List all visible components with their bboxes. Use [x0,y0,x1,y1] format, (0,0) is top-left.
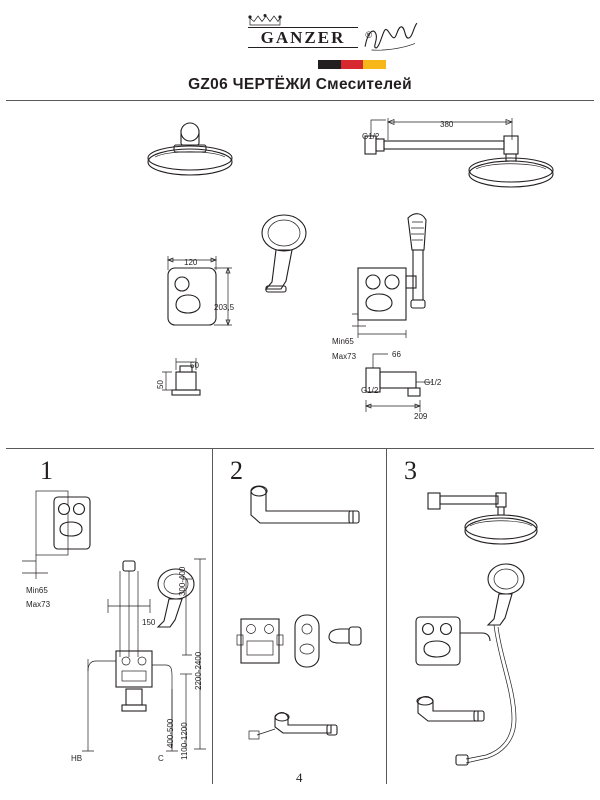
brand-name: GANZER [248,27,358,48]
dim-spout-length: 209 [414,412,428,421]
ceiling-shower-head-drawing [148,123,232,175]
panel1-dim-min: Min65 [26,586,48,595]
dim-mixer-height: 203,5 [214,303,235,312]
dim-body-min: Min65 [332,337,354,346]
panel1-dim-slide-bar: 300-400 [178,566,187,596]
panel-number-3: 3 [404,456,417,485]
hand-shower-vertical-drawing [408,214,426,308]
dim-body-depth: 66 [392,350,401,359]
panel-number-2: 2 [230,456,243,485]
sheet-header [0,0,600,100]
panel1-dim-max: Max73 [26,600,51,609]
mixer-front-view-drawing [168,256,235,325]
dim-body-max: Max73 [332,352,357,361]
dim-mixer-depth-b: 50 [155,380,165,389]
signature-mark [361,17,420,53]
panel-number-1: 1 [40,456,53,485]
panel1-dim-hose: 150 [142,618,156,627]
concealed-body-drawing [352,268,416,338]
panel-2-drawing [213,449,387,784]
flag-icon [318,60,386,69]
hand-shower-drawing [262,215,306,292]
panel1-dim-height-low: 400-500 [166,718,175,748]
page-title: GZ06 ЧЕРТЁЖИ Смесителей [188,76,412,93]
dim-arm-length: 380 [440,120,454,129]
panel-3-drawing [386,449,600,784]
dim-spout-thread-top: G1/2 [361,386,379,395]
panel1-dim-height-total: 2200-2400 [194,651,203,690]
registered-mark: ® [365,30,372,40]
dim-mixer-depth-a: 50 [190,361,199,370]
wall-shower-arm-drawing [365,118,553,187]
dim-arm-thread: G1/2 [362,132,380,141]
panel1-dim-height-mid: 1100-1200 [180,722,189,760]
spout-drawing [366,354,432,412]
panel1-label-cold: C [158,754,164,763]
dim-mixer-width: 120 [184,258,198,267]
dim-spout-thread-side: G1/2 [424,378,442,387]
crown-icon [248,14,358,27]
page-number: 4 [296,770,303,785]
top-drawings [0,100,600,448]
panel1-label-hot: HВ [71,754,83,763]
brand-logo [248,14,372,48]
